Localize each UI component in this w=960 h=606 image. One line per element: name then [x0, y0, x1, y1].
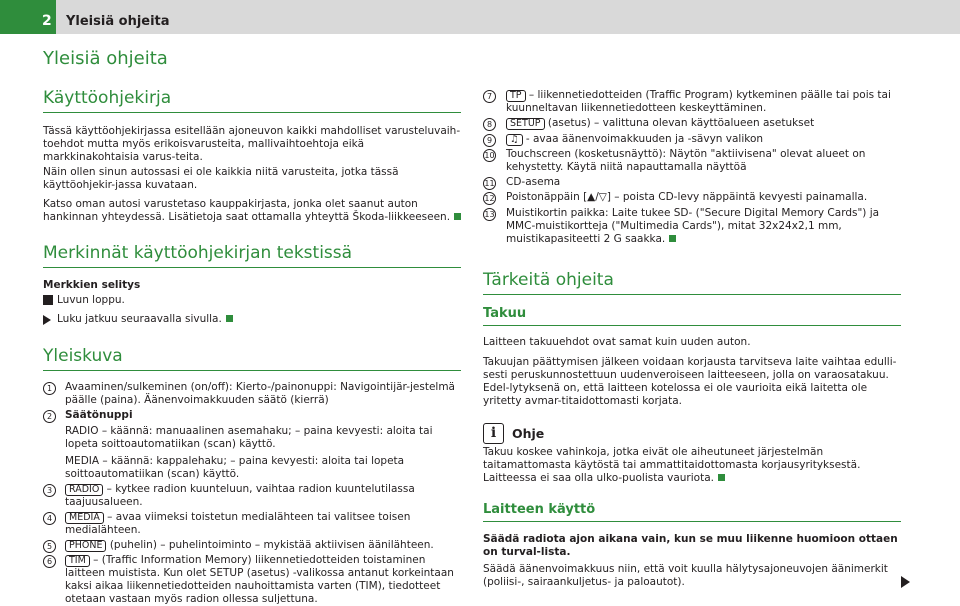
- yleiskuva-item-4: [65, 511, 465, 537]
- item-number: 12: [484, 194, 495, 203]
- end-mark-icon: [718, 474, 725, 481]
- item-number: 4: [43, 512, 56, 525]
- item-9-text: - avaa äänenvoimakkuuden ja -sävyn valikon: [525, 133, 764, 145]
- right-item-9: [506, 133, 906, 146]
- item-number: 8: [483, 118, 496, 131]
- phone-key-icon: PHONE: [65, 540, 106, 552]
- continue-text: Luku jatkuu seuraavalla sivulla.: [57, 313, 222, 325]
- end-square-icon: [43, 295, 53, 305]
- intro-text: Tässä käyttöohjekirjassa esitellään ajoneuvon kaikki mahdolliset varusteluvaih-toehdot mutta myös erikoisvarusteita, mallivaihtoehtoja eikä markkinakohtaisia varus-teita.: [43, 125, 461, 163]
- sub-radio: RADIO – käännä: manuaalinen asemahaku; – paina kevyesti: aloita tai lopeta soittoautomatiikan (scan) käyttö.: [65, 425, 433, 450]
- item-3-text: – kytkee radion kuunteluun, vaihtaa radion kuuntelutilassa taajuusalueen.: [65, 483, 415, 508]
- page-title: Yleisiä ohjeita: [43, 48, 168, 69]
- item-6-text: – (Traffic Information Memory) liikennetiedotteiden toistaminen laitteen muistista. Kun olet SETUP (asetus) -valikossa antanut korkeintaan kaksi aikaa liikennetiedotteiden nauhoittamista varten (TIM), tiedotteet otetaan vastaan myös radion ollessa suljettuna.: [65, 554, 454, 605]
- page-header: [0, 0, 960, 34]
- item-13-text: Muistikortin paikka: Laite tukee SD- ("Secure Digital Memory Cards") ja MMC-muistikortteja ("Multimedia Cards"), mitat 32x24x2,1 mm, muistikapasiteetti 2 G saakka.: [506, 207, 880, 245]
- radio-key-icon: RADIO: [65, 484, 103, 496]
- header-title: Yleisiä ohjeita: [66, 14, 170, 29]
- yleiskuva-item-3: [65, 483, 465, 509]
- takuu-paragraph-2: Takuujan päättymisen jälkeen voidaan korjausta tarvitseva laite vaihtaa edulli-sesti peruskunnostettuun uudenveroiseen laitteeseen, jolla on varaosatakuu. Edel-lytyksenä on, että laitteen kotelossa ei ole vaurioita eikä laitetta ole yritetty avmar-titaidottomasti korjata.: [483, 356, 897, 407]
- right-item-12: Poistonäppäin [▲/▽] – poista CD-levy näppäintä kevyesti painamalla.: [506, 191, 868, 203]
- end-mark-icon: [669, 235, 676, 242]
- right-item-11: CD-asema: [506, 176, 561, 188]
- paragraph-varustetaso: [43, 198, 463, 224]
- item-7-text: – liikennetiedotteiden (Traffic Program) kytkeminen päälle tai pois tai kuunneltavan liikennetiedotteen keskeyttäminen.: [506, 89, 891, 114]
- item-8-text: (asetus) – valittuna olevan käyttöalueen asetukset: [547, 117, 815, 129]
- item-5-text: (puhelin) – puhelintoiminto – mykistää aktiivisen äänilähteen.: [109, 539, 434, 551]
- item-number: 11: [484, 179, 495, 188]
- subheading-laitteen-kaytto: Laitteen käyttö: [483, 502, 901, 522]
- item-number: 3: [43, 484, 56, 497]
- varusteet-text: Näin ollen sinun autossasi ei ole kaikkia niitä varusteita, jotka tässä käyttöohjekir-jassa kuvataan.: [43, 166, 399, 191]
- right-item-7: [506, 89, 906, 115]
- section-heading-yleiskuva: Yleiskuva: [43, 346, 461, 371]
- sub-media: MEDIA – käännä: kappalehaku; – paina kevyesti: aloita tai lopeta soittoautomatiikan (scan) käyttö.: [65, 455, 405, 480]
- item-number: 13: [484, 210, 495, 219]
- continue-arrow-icon: [43, 315, 51, 325]
- info-icon: i: [483, 423, 504, 444]
- yleiskuva-item-5: [65, 539, 465, 552]
- tp-key-icon: TP: [506, 90, 526, 102]
- yleiskuva-item-1: Avaaminen/sulkeminen (on/off): Kierto-/painonuppi: Navigointijär-jestelmä päälle (paina). Äänenvoimakkuuden säätö (kierrä): [65, 381, 455, 406]
- item-4-text: – avaa viimeksi toistetun medialähteen tai valitsee toisen medialähteen.: [65, 511, 411, 536]
- item-number: 5: [43, 540, 56, 553]
- takuu-paragraph-1: Laitteen takuuehdot ovat samat kuin uuden auton.: [483, 336, 751, 348]
- paragraph-intro: [43, 125, 463, 164]
- item-number: 2: [43, 410, 56, 423]
- item-number: 1: [43, 382, 56, 395]
- tim-key-icon: TIM: [65, 555, 90, 567]
- section-heading-kayttoohjekirja: Käyttöohjekirja: [43, 88, 461, 113]
- ohje-body: Takuu koskee vahinkoja, jotka eivät ole aiheutuneet järjestelmän taitamattomasta käytöstä tai ammattitaidottomasta korjausyrityksestä. Laitteessa ei saa olla ulko-puolista vauriota.: [483, 446, 861, 484]
- end-label: Luvun loppu.: [57, 294, 125, 306]
- merkkien-selitys-heading: Merkkien selitys: [43, 279, 141, 291]
- right-item-10: Touchscreen (kosketusnäyttö): Näytön "aktiivisena" olevat alueet on kehystetty. Käytä niitä napauttamalla näyttöä: [506, 148, 866, 173]
- subheading-takuu: Takuu: [483, 306, 901, 326]
- kaytto-paragraph: Säädä äänenvoimakkuus niin, että voit kuulla hälytysajoneuvojen äänimerkit (poliisi-, sairaankuljetus- ja paloautot).: [483, 563, 888, 588]
- paragraph-varusteet: [43, 166, 463, 192]
- item-number: 10: [484, 151, 495, 160]
- item-number: 6: [43, 555, 56, 568]
- page-number: 2: [0, 0, 56, 34]
- varustetaso-text: Katso oman autosi varustetaso kauppakirjasta, jonka olet saanut auton hankinnan yhteydessä. Lisätietoja saat ottamalla yhteyttä Škoda-liikkeeseen.: [43, 198, 451, 223]
- kaytto-warning: Säädä radiota ajon aikana vain, kun se muu liikenne huomioon ottaen on turval-lista.: [483, 533, 898, 558]
- yleiskuva-item-2: Säätönuppi: [65, 409, 133, 421]
- item-number: 9: [483, 134, 496, 147]
- ohje-title: Ohje: [512, 426, 545, 441]
- yleiskuva-item-6: [65, 554, 465, 606]
- media-key-icon: MEDIA: [65, 512, 104, 524]
- setup-key-icon: SETUP: [506, 118, 545, 130]
- section-heading-merkinnat: Merkinnät käyttöohjekirjan tekstissä: [43, 243, 461, 268]
- right-item-13: [506, 207, 901, 246]
- section-heading-tarkeita: Tärkeitä ohjeita: [483, 270, 901, 295]
- ohje-text: [483, 446, 903, 485]
- right-item-8: [506, 117, 906, 130]
- item-number: 7: [483, 90, 496, 103]
- sound-key-icon: ♫: [506, 134, 523, 146]
- end-mark-icon: [226, 315, 233, 322]
- next-page-arrow-icon: [901, 576, 910, 588]
- continue-label: [57, 313, 233, 326]
- end-mark-icon: [454, 213, 461, 220]
